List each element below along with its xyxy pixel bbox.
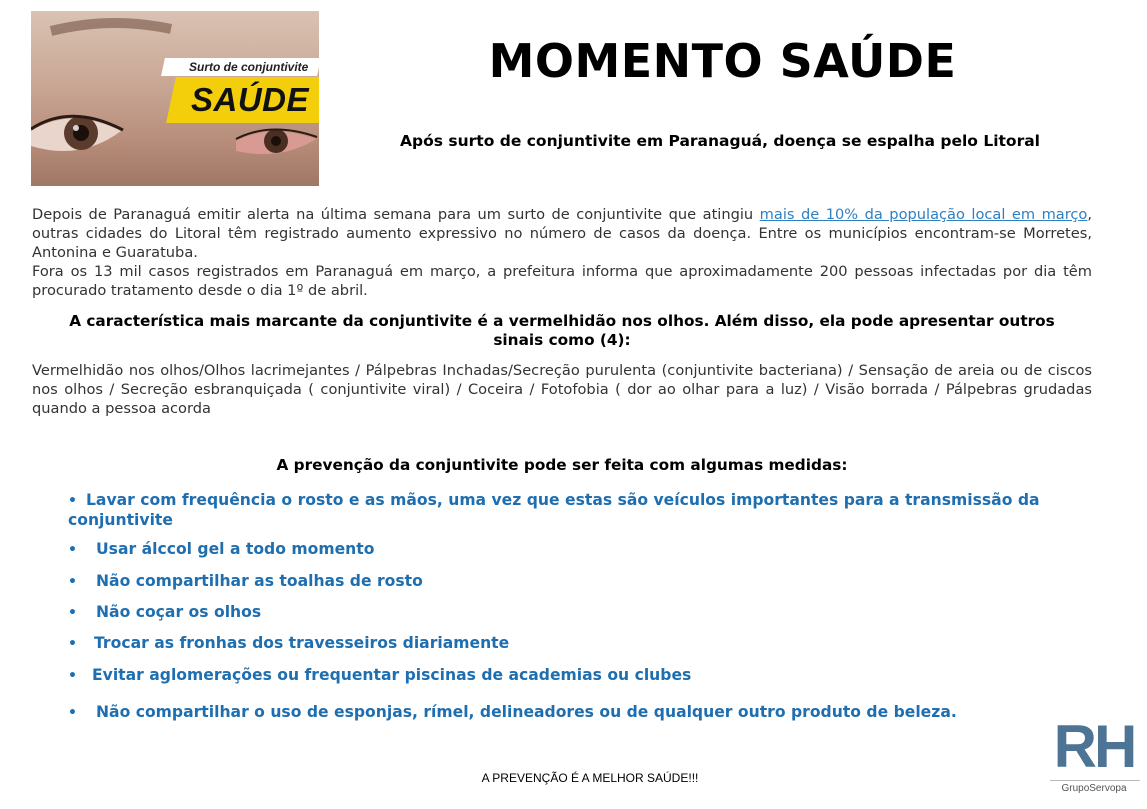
symptoms-list-text: Vermelhidão nos olhos/Olhos lacrimejantes / Pálpebras Inchadas/Secreção purulenta (conjuntivite bacteriana) / Sensação de areia ou de ciscos nos olhos / Secreção esbranquiçada ( conjuntivite viral) / Coceira / Fotofobia ( dor ao olhar para a luz) / Visão borrada / Pálpebras grudadas quando a pessoa acorda	[32, 362, 1092, 417]
paragraph-1-text-start: Depois de Paranaguá emitir alerta na última semana para um surto de conjuntivite que atingiu	[32, 206, 760, 223]
article-banner-image	[31, 11, 319, 186]
page-title: MOMENTO SAÚDE	[488, 34, 957, 88]
article-paragraph-2: Fora os 13 mil casos registrados em Paranaguá em março, a prefeitura informa que aproximadamente 200 pessoas infectadas por dia têm procurado tratamento desde o dia 1º de abril.	[32, 263, 1092, 299]
prevention-item	[68, 491, 1078, 530]
prevention-item-text: Usar álccol gel a todo momento	[96, 540, 375, 558]
prevention-item	[68, 603, 1078, 623]
banner-label-strip	[166, 77, 319, 123]
banner-subtitle: Surto de conjuntivite	[189, 60, 309, 74]
prevention-item	[68, 666, 1078, 686]
prevention-item-text: Não coçar os olhos	[96, 603, 262, 621]
population-source-link[interactable]: mais de 10% da população local em março	[759, 206, 1088, 223]
logo-mark: RH	[1053, 713, 1135, 780]
bullet-icon: •	[68, 605, 77, 621]
bullet-icon: •	[68, 668, 77, 684]
prevention-item-text: Lavar com frequência o rosto e as mãos, uma vez que estas são veículos importantes para a transmissão da conjuntivite	[68, 491, 1040, 529]
prevention-heading: A prevenção da conjuntivite pode ser feita com algumas medidas:	[276, 456, 848, 474]
prevention-item-text: Trocar as fronhas dos travesseiros diariamente	[94, 634, 510, 652]
prevention-item-text: Evitar aglomerações ou frequentar piscinas de academias ou clubes	[92, 666, 692, 684]
bullet-icon: •	[68, 705, 77, 721]
prevention-item	[68, 572, 1078, 592]
logo-caption: GrupoServopa	[1061, 783, 1127, 794]
bullet-icon: •	[68, 493, 77, 509]
prevention-item	[68, 703, 1078, 723]
prevention-item	[68, 634, 1078, 654]
bullet-icon: •	[68, 542, 77, 558]
bullet-icon: •	[68, 636, 77, 652]
prevention-item-text: Não compartilhar as toalhas de rosto	[96, 572, 423, 590]
prevention-item	[68, 540, 1078, 560]
logo-divider	[1050, 780, 1140, 781]
signs-heading: A característica mais marcante da conjuntivite é a vermelhidão nos olhos. Além disso, ela pode apresentar outros sinais como (4):	[69, 312, 1055, 349]
article-paragraph-1	[32, 205, 1092, 262]
footer-slogan: A PREVENÇÃO É A MELHOR SAÚDE!!!	[481, 771, 699, 785]
company-logo	[1048, 713, 1140, 801]
banner-subtitle-strip	[161, 58, 319, 76]
prevention-item-text: Não compartilhar o uso de esponjas, rímel, delineadores ou de qualquer outro produto de beleza.	[96, 703, 957, 721]
article-headline: Após surto de conjuntivite em Paranaguá, doença se espalha pelo Litoral	[400, 132, 1040, 150]
banner-label: SAÚDE	[191, 81, 310, 118]
bullet-icon: •	[68, 574, 77, 590]
paragraph-1-text-end: , outras cidades do Litoral têm registrado aumento expressivo no número de casos da doença. Entre os municípios encontram-se Morretes, Antonina e Guaratuba.	[32, 206, 1093, 261]
